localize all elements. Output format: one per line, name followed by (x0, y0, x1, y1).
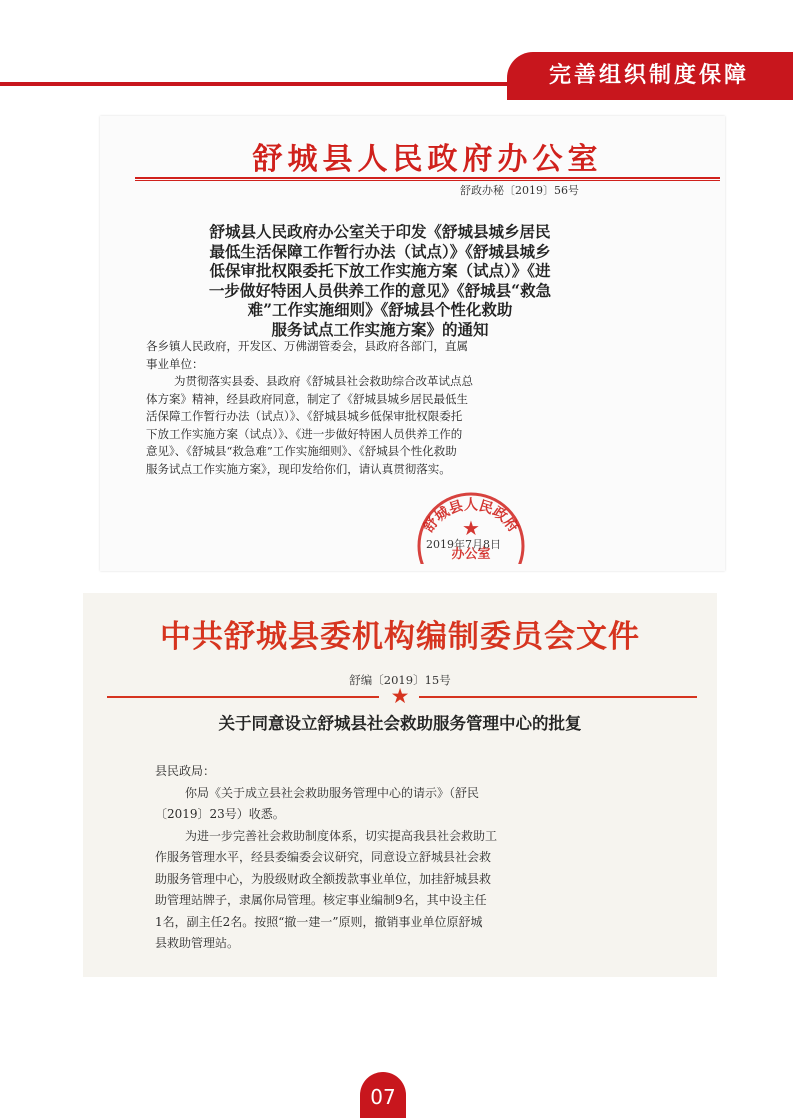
doc1-heading-line: 低保审批权限委托下放工作实施方案（试点）》《进 (209, 261, 551, 280)
doc1-red-rule (135, 177, 720, 179)
doc2-body-line: 助管理站牌子，隶属你局管理。核定事业编制9名，其中设主任 (155, 893, 487, 907)
doc2-body-line: 为进一步完善社会救助制度体系，切实提高我县社会救助工 (185, 828, 498, 843)
doc1-body-line: 体方案》精神，经县政府同意，制定了《舒城县城乡居民最低生 (146, 391, 468, 406)
seal-arc-text: 舒城县人民政府 (420, 497, 522, 536)
doc1-body-line: 活保障工作暂行办法（试点）》、《舒城县城乡低保审批权限委托 (146, 409, 463, 423)
doc1-date: 2019年7月8日 (426, 538, 501, 551)
header-rule (0, 82, 510, 86)
seal-bottom-text: 办公室 (451, 547, 491, 562)
doc1-heading-line: 服务试点工作实施方案》的通知 (271, 319, 489, 339)
official-seal-icon (412, 488, 530, 564)
doc2-body (155, 761, 675, 955)
doc1-heading-line: 难”工作实施细则》《舒城县个性化救助 (247, 300, 513, 319)
doc1-recipients-line: 事业单位： (146, 356, 204, 371)
doc1-doc-number: 舒政办秘〔2019〕56号 (460, 184, 579, 197)
doc2-body-line: 作服务管理水平，经县委编委会议研究，同意设立舒城县社会救 (155, 850, 492, 864)
doc1-org-title: 舒城县人民政府办公室 (252, 142, 603, 177)
doc1-body-line: 意见》、《舒城县“救急难”工作实施细则》、《舒城县个性化救助 (146, 444, 457, 458)
doc1-body-line: 下放工作实施方案（试点）》、《进一步做好特困人员供养工作的 (146, 426, 463, 441)
doc2-recipient: 县民政局： (155, 764, 216, 778)
doc2-body-line: 〔2019〕23号）收悉。 (155, 807, 285, 821)
doc1-body-line: 服务试点工作实施方案》，现印发给你们，请认真贯彻落实。 (146, 461, 451, 476)
doc1-recipients-line: 各乡镇人民政府，开发区、万佛湖管委会，县政府各部门，直属 (146, 339, 468, 353)
page-number: 07 (360, 1072, 406, 1118)
doc2-body-line: 助服务管理中心，为股级财政全额拨款事业单位，加挂舒城县救 (155, 871, 492, 886)
doc1-body (146, 338, 616, 478)
reply-document-photo (83, 593, 717, 977)
doc2-org-title: 中共舒城县委机构编制委员会文件 (160, 619, 640, 655)
section-banner: 完善组织制度保障 (507, 52, 793, 100)
doc2-red-rule-left (107, 696, 379, 698)
doc2-body-line: 县救助管理站。 (155, 936, 240, 950)
doc2-body-line: 1名，副主任2名。按照“撤一建一”原则，撤销事业单位原舒城 (155, 914, 483, 929)
doc2-body-line: 你局《关于成立县社会救助服务管理中心的请示》（舒民 (185, 785, 480, 800)
doc1-red-rule-thin (135, 180, 720, 181)
doc2-red-rule-right (419, 696, 697, 698)
doc1-heading-line: 最低生活保障工作暂行办法（试点）》《舒城县城乡 (209, 241, 551, 261)
doc1-body-line: 为贯彻落实县委、县政府《舒城县社会救助综合改革试点总 (174, 374, 473, 388)
star-icon: ★ (390, 684, 410, 708)
doc1-heading-line: 舒城县人民政府办公室关于印发《舒城县城乡居民 (209, 222, 551, 241)
doc2-doc-number: 舒编〔2019〕15号 (349, 673, 451, 687)
doc1-heading (140, 222, 620, 339)
svg-text:★: ★ (462, 516, 480, 540)
doc1-heading-line: 一步做好特困人员供养工作的意见》《舒城县“救急 (208, 280, 552, 300)
notice-document-photo (100, 116, 725, 571)
doc2-heading: 关于同意设立舒城县社会救助服务管理中心的批复 (218, 714, 582, 733)
